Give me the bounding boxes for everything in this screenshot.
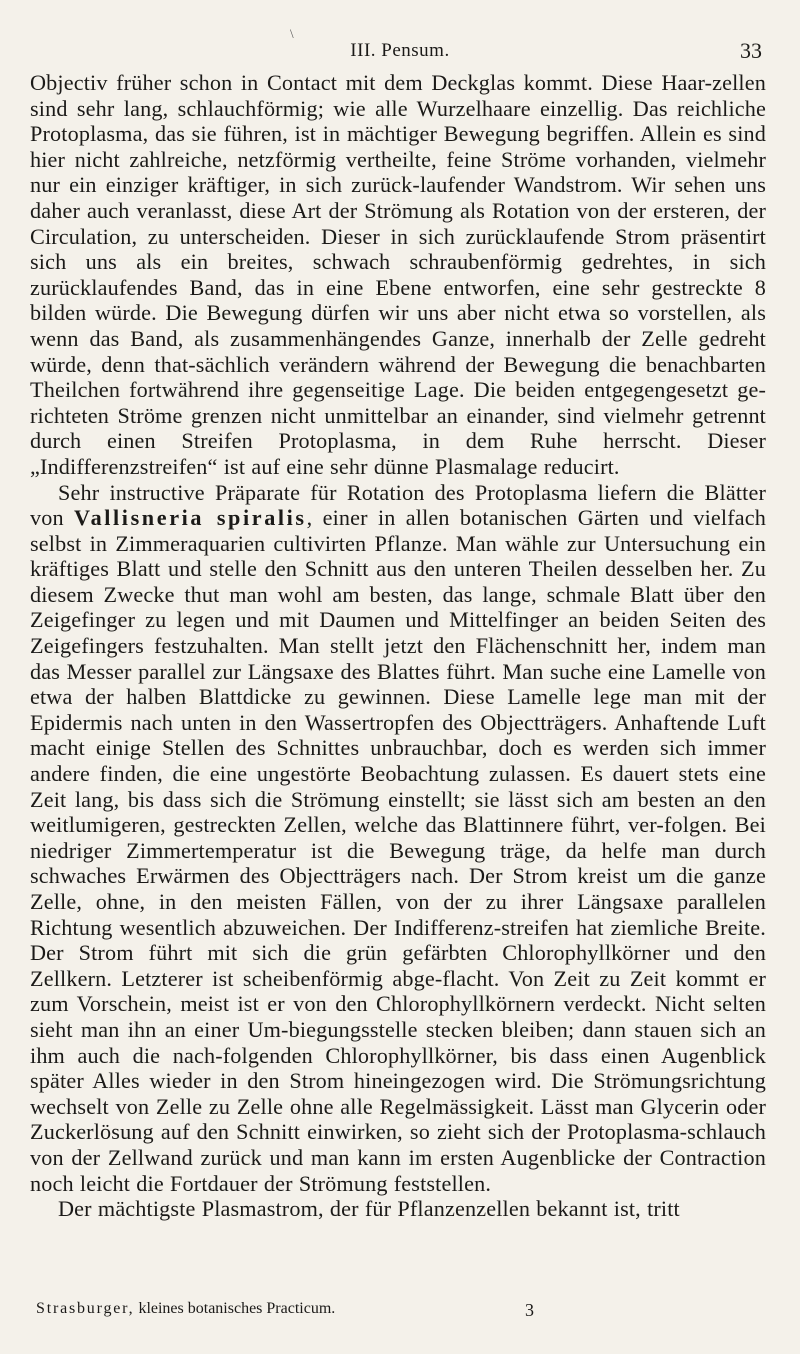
paragraph-1: Objectiv früher schon in Contact mit dem Deckglas kommt. Diese Haar-zellen sind sehr lang, schlauchförmig; wie alle Wurzelhaare einzellig. Das reichliche Protoplasma, das sie führen, ist in mächtiger Bewegung begriffen. Allein es sind hier nicht zahlreiche, netzförmig vertheilte, feine Ströme vorhanden, vielmehr nur ein einziger kräftiger, in sich zurück-laufender Wandstrom. Wir sehen uns daher auch veranlasst, diese Art der Strömung als Rotation von der ersteren, der Circulation, zu unterscheiden. Dieser in sich zurücklaufende Strom präsentirt sich uns als ein breites, schwach schraubenförmig gedrehtes, in sich zurücklaufendes Band, das in eine Ebene entworfen, eine sehr gestreckte 8 bilden würde. Die Bewegung dürfen wir uns aber nicht etwa so vorstellen, als wenn das Band, als zusammenhängendes Ganze, innerhalb der Zelle gedreht würde, denn that-sächlich verändern während der Bewegung die benachbarten Theilchen fortwährend ihre gegenseitige Lage. Die beiden entgegengesetzt ge-richteten Ströme grenzen nicht unmittelbar an einander, sind vielmehr getrennt durch einen Streifen Protoplasma, in dem Ruhe herrscht. Dieser „Indifferenzstreifen“ ist auf eine sehr dünne Plasmalage reducirt. <box>30 70 766 479</box>
page-header <box>32 26 768 66</box>
footer-title: kleines botanisches Practicum. <box>134 1300 336 1317</box>
paragraph-2 <box>30 480 766 1197</box>
species-name: Vallisneria spiralis <box>74 505 307 531</box>
paragraph-2-rest: , einer in allen botanischen Gärten und vielfach selbst in Zimmeraquarien cultivirten Pflanze. Man wähle zur Untersuchung ein kräftiges Blatt und stelle den Schnitt aus den unteren Theilen desselben her. Zu diesem Zwecke thut man wohl am besten, das lange, schmale Blatt über den Zeigefinger zu legen und mit Daumen und Mittelfinger an beiden Seiten des Zeigefingers festzuhalten. Man stellt jetzt den Flächenschnitt her, indem man das Messer parallel zur Längsaxe des Blattes führt. Man suche eine Lamelle von etwa der halben Blattdicke zu gewinnen. Diese Lamelle lege man mit der Epidermis nach unten in den Wassertropfen des Objectträgers. Anhaftende Luft macht einige Stellen des Schnittes unbrauchbar, doch es werden sich immer andere finden, die eine ungestörte Beobachtung zulassen. Es dauert stets eine Zeit lang, bis dass sich die Strömung einstellt; sie lässt sich am besten an den weitlumigeren, gestreckten Zellen, welche das Blattinnere führt, ver-folgen. Bei niedriger Zimmertemperatur ist die Bewegung träge, da helfe man durch schwaches Erwärmen des Objectträgers nach. Der Strom kreist um die ganze Zelle, ohne, in den meisten Fällen, von der zu ihrer Längsaxe parallelen Richtung wesentlich abzuweichen. Der Indifferenz-streifen hat ziemliche Breite. Der Strom führt mit sich die grün gefärbten Chlorophyllkörner und den Zellkern. Letzterer ist scheibenförmig abge-flacht. Von Zeit zu Zeit kommt er zum Vorschein, meist ist er von den Chlorophyllkörnern verdeckt. Nicht selten sieht man ihn an einer Um-biegungsstelle stecken bleiben; dann stauen sich an ihm auch die nach-folgenden Chlorophyllkörner, bis dass einen Augenblick später Alles wieder in den Strom hineingezogen wird. Die Strömungsrichtung wechselt von Zelle zu Zelle ohne alle Regelmässigkeit. Lässt man Glycerin oder Zuckerlösung auf den Schnitt einwirken, so zieht sich der Protoplasma-schlauch von der Zellwand zurück und man kann im ersten Augenblicke der Contraction noch leicht die Fortdauer der Strömung feststellen. <box>30 505 766 1196</box>
body-text <box>30 70 766 1222</box>
signature-mark: 3 <box>525 1300 534 1320</box>
footer-imprint <box>36 1300 335 1318</box>
page-number: 33 <box>740 38 762 63</box>
margin-mark: \ <box>290 26 294 41</box>
paragraph-2-start: Sehr instructive Präparate für Rotation des Protoplasma liefern die Blätter von <box>30 479 766 531</box>
paragraph-3: Der mächtigste Plasmastrom, der für Pflanzenzellen bekannt ist, tritt <box>58 1196 680 1222</box>
page-footer <box>32 1300 768 1322</box>
footer-author: Strasburger, <box>36 1300 135 1317</box>
running-head: III. Pensum. <box>350 40 450 61</box>
